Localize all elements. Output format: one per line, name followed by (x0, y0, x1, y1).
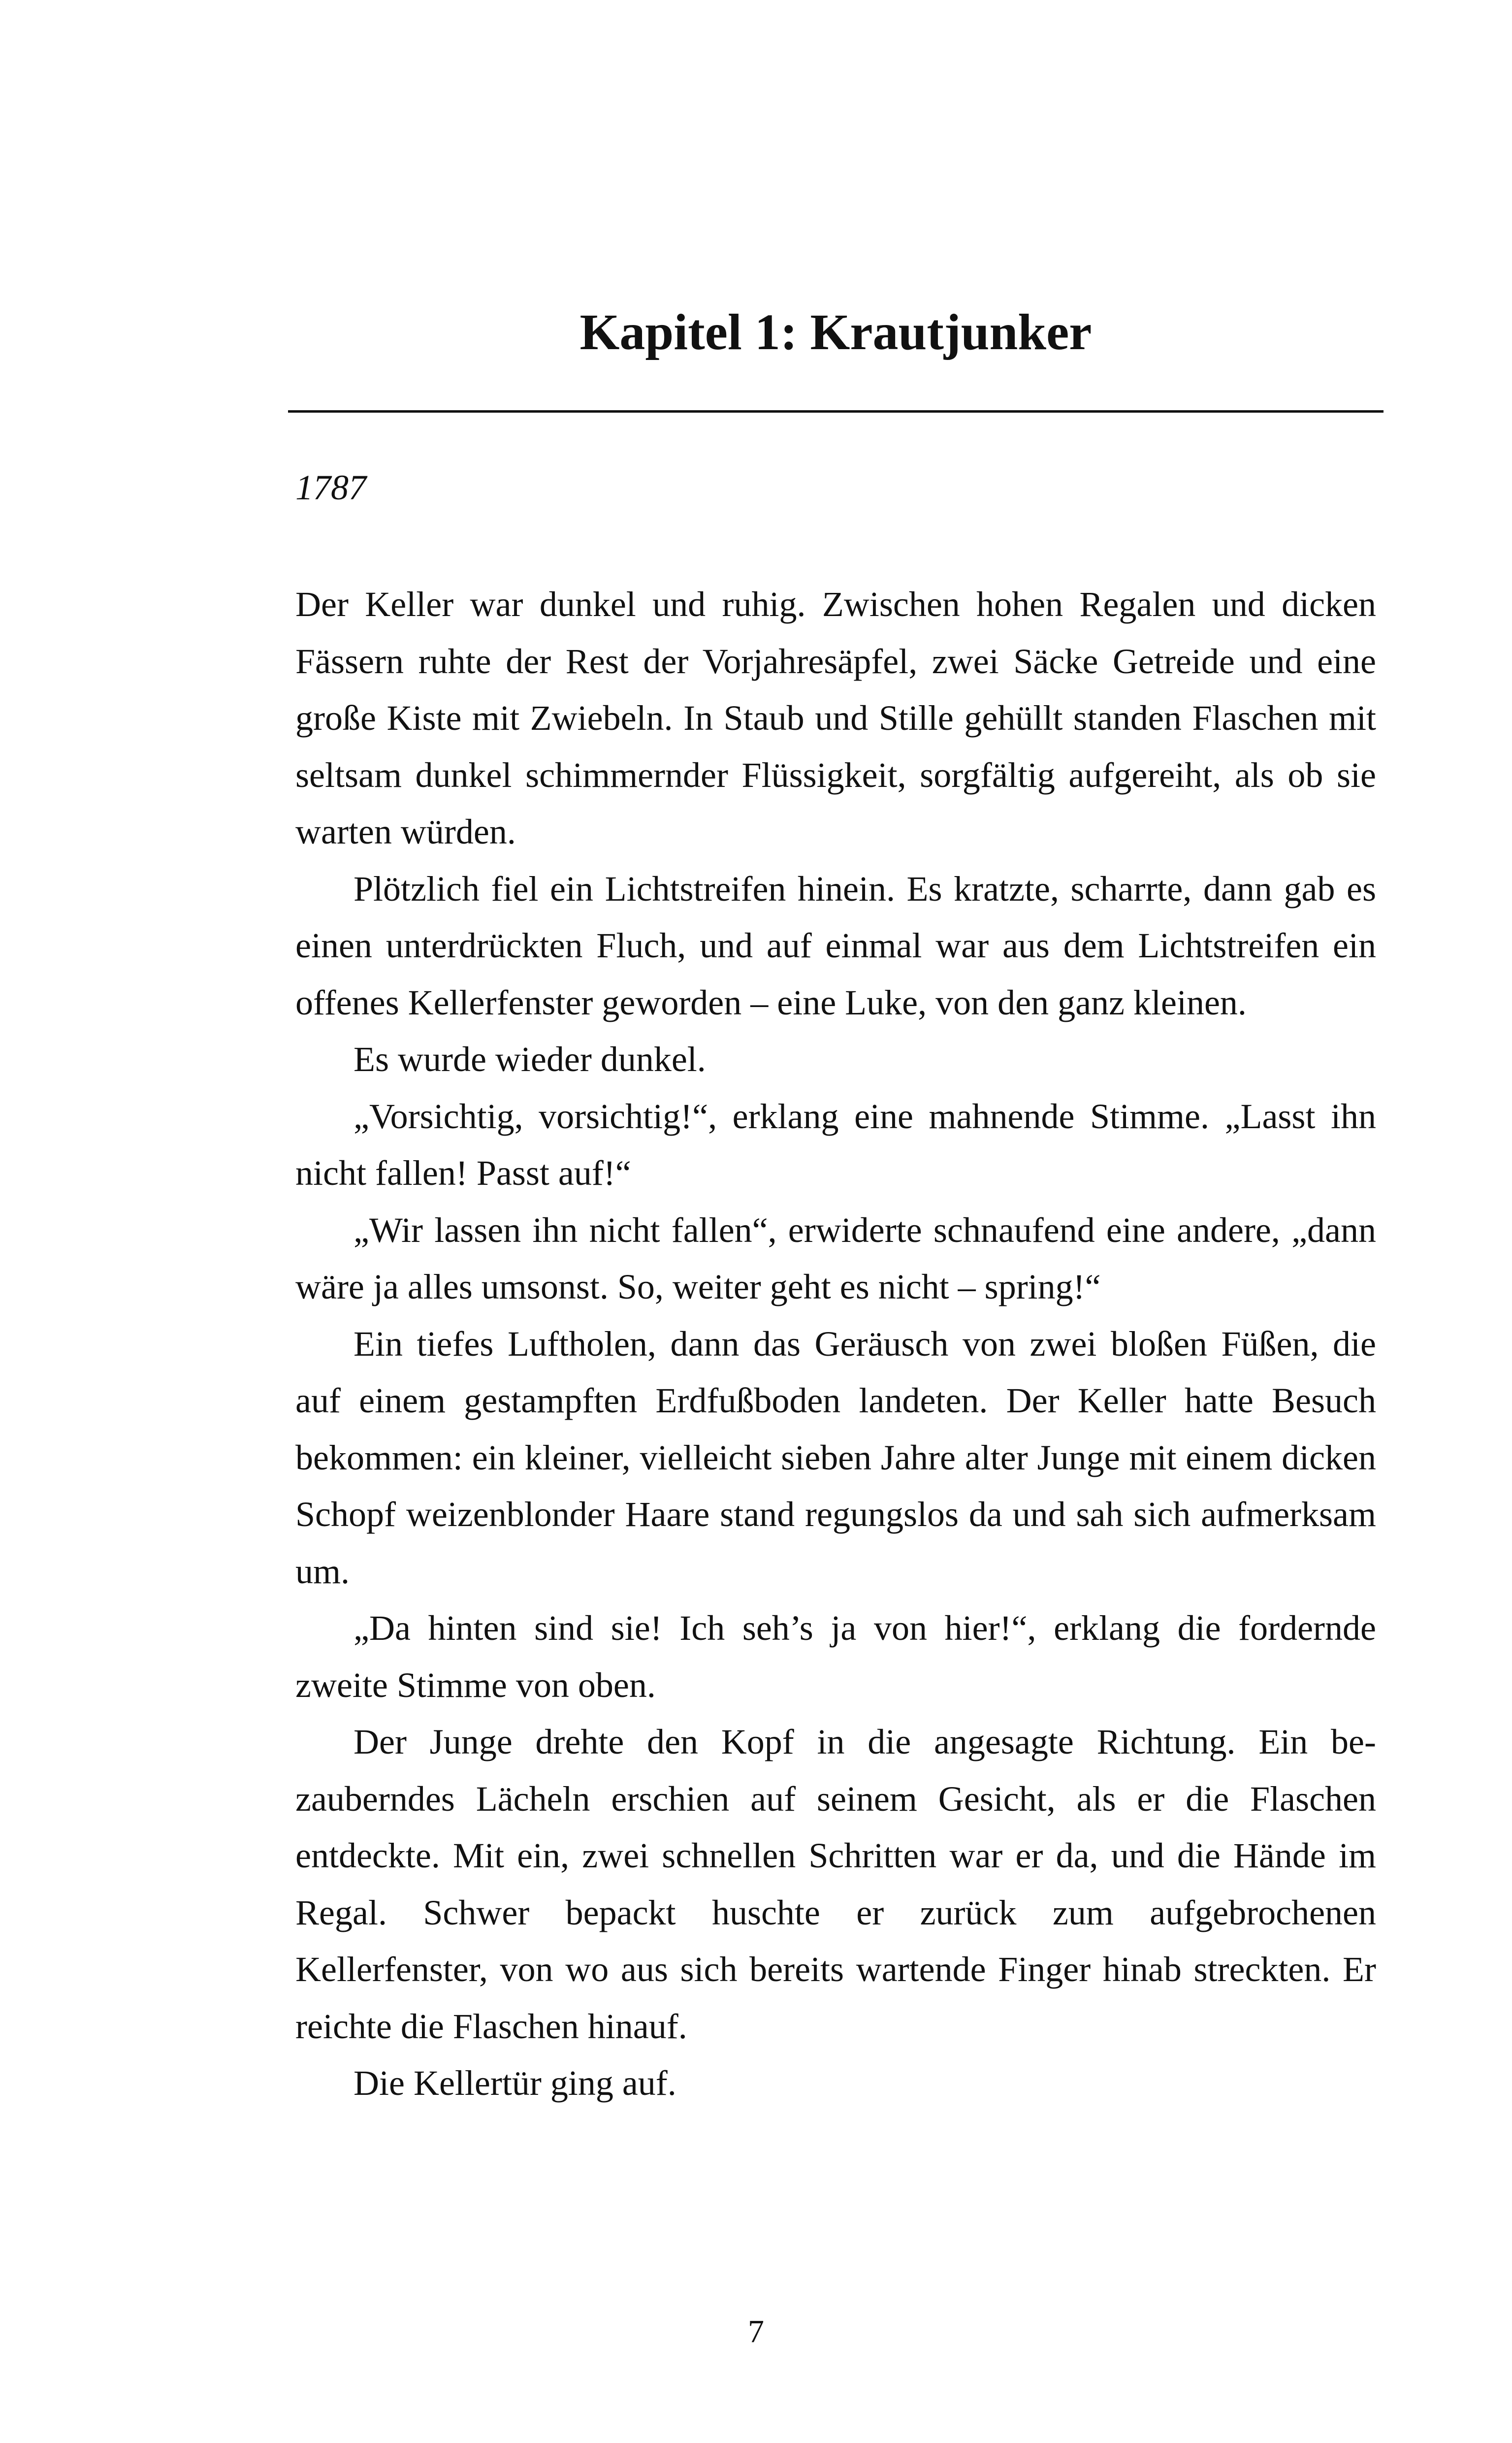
paragraph: „Da hinten sind sie! Ich seh’s ja von hier!“, erklang die fordernde zweite Stimme von oben. (295, 1608, 1376, 1705)
chapter-year: 1787 (295, 468, 366, 507)
paragraph: Plötzlich fiel ein Lichtstreifen hinein. Es kratzte, scharrte, dann gab es einen unterdrückten Fluch, und auf einmal war aus dem Lichtstreifen ein offenes Kellerfenster geworden – eine Luke, von den ganz kleinen. (295, 869, 1376, 1022)
paragraph: Ein tiefes Luftholen, dann das Geräusch von zwei bloßen Füßen, die auf einem gestampften Erdfußboden landeten. Der Keller hatte Besuch bekommen: ein kleiner, vielleicht sieben Jahre alter Junge mit einem dicken Schopf weizenblonder Haare stand regungslos da und sah sich aufmerksam um. (295, 1324, 1376, 1591)
paragraph: Der Keller war dunkel und ruhig. Zwischen hohen Regalen und dicken Fässern ruhte der Rest der Vorjahresäpfel, zwei Säcke Getreide und eine große Kiste mit Zwiebeln. In Staub und Stille gehüllt standen Flaschen mit seltsam dunkel schimmernder Flüssigkeit, sorgfältig aufgereiht, als ob sie warten würden. (295, 585, 1376, 851)
paragraph: Der Junge drehte den Kopf in die angesagte Richtung. Ein bezauberndes Lächeln erschien auf seinem Gesicht, als er die Flaschen entdeckte. Mit ein, zwei schnellen Schritten war er da, und die Hände im Regal. Schwer bepackt huschte er zurück zum aufgebrochenen Kellerfenster, von wo aus sich bereits wartende Finger hinab streckten. Er reichte die Flaschen hinauf. (295, 1722, 1376, 2046)
page-number: 7 (748, 2313, 764, 2349)
paragraph: „Wir lassen ihn nicht fallen“, erwiderte schnaufend eine andere, „dann wäre ja alles umsonst. So, weiter geht es nicht – spring!“ (295, 1210, 1376, 1306)
title-divider (288, 410, 1383, 413)
chapter-title: Kapitel 1: Krautjunker (579, 304, 1092, 360)
body-text (295, 576, 1376, 2112)
paragraph: Die Kellertür ging auf. (354, 2063, 676, 2103)
paragraph: Es wurde wieder dunkel. (354, 1040, 706, 1079)
paragraph: „Vorsichtig, vorsichtig!“, erklang eine mahnende Stimme. „Lasst ihn nicht fallen! Passt auf!“ (295, 1096, 1376, 1193)
